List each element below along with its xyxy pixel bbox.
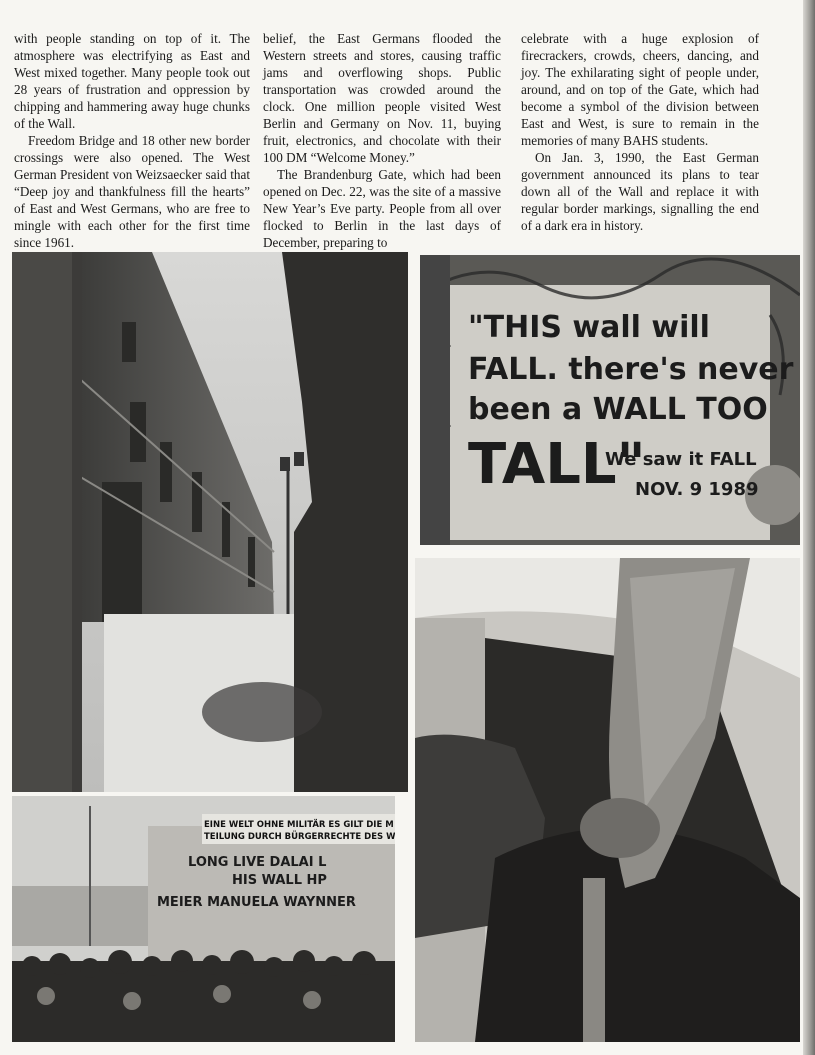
paragraph: On Jan. 3, 1990, the East German government announced its plans to tear down all of the Wall and replace it with regular border markings, signalling the end of a dark era in history. — [521, 150, 759, 233]
photo-crowd-at-wall — [12, 796, 395, 1042]
paragraph: Freedom Bridge and 18 other new border crossings were also opened. The West German President von Weizsaecker said that “Deep joy and thankfulness fill the hearts” of East and West Germans, who are free to mingle with each other for the first time since 1961. — [14, 133, 250, 250]
graffiti-line-4: TALL" — [468, 432, 646, 497]
wall-text-3: MEIER MANUELA WAYNNER — [157, 895, 356, 910]
paragraph: belief, the East Germans flooded the Western streets and stores, causing traffic jams and overflowing shops. Public transportation was crowded around the clock. One million people visited West Berlin and Germany on Nov. 11, buying fruit, electronics, and chocolate with their 100 DM “Welcome Money.” — [263, 31, 501, 165]
photo-flowers-car-window — [415, 558, 800, 1042]
article-column-3 — [521, 30, 759, 234]
banner-line-2: TEILUNG DURCH BÜRGERRECHTE DES W — [204, 832, 395, 842]
graffiti-line-2: FALL. there's never — [468, 352, 794, 387]
graffiti-line-5: We saw it FALL — [605, 449, 757, 470]
wall-text-1: LONG LIVE DALAI L — [188, 855, 327, 870]
graffiti-line-1: "THIS wall will — [468, 310, 710, 345]
article-column-2 — [263, 30, 501, 251]
photo-berlin-building — [12, 252, 408, 792]
page-binding-edge — [803, 0, 815, 1055]
article-column-1 — [14, 30, 250, 268]
graffiti-line-6: NOV. 9 1989 — [635, 479, 759, 500]
wall-text-2: HIS WALL HP — [232, 873, 327, 888]
graffiti-line-3: been a WALL TOO — [468, 392, 768, 427]
banner-line-1: EINE WELT OHNE MILITÄR ES GILT DIE M — [204, 820, 394, 830]
paragraph: The Brandenburg Gate, which had been opened on Dec. 22, was the site of a massive New Year’s Eve party. People from all over flocked to Berlin in the last days of December, preparing to — [263, 167, 501, 250]
paragraph: celebrate with a huge explosion of firecrackers, crowds, cheers, dancing, and joy. The exhilarating sight of people under, around, and on top of the Gate, which had become a symbol of the division between East and West, is sure to remain in the memories of many BAHS students. — [521, 31, 759, 148]
photo-graffiti-wall — [420, 255, 800, 545]
paragraph: with people standing on top of it. The atmosphere was electrifying as East and West mixed together. Many people took out 28 years of frustration and oppression by chipping and hammering away huge chunks of the Wall. — [14, 31, 250, 131]
